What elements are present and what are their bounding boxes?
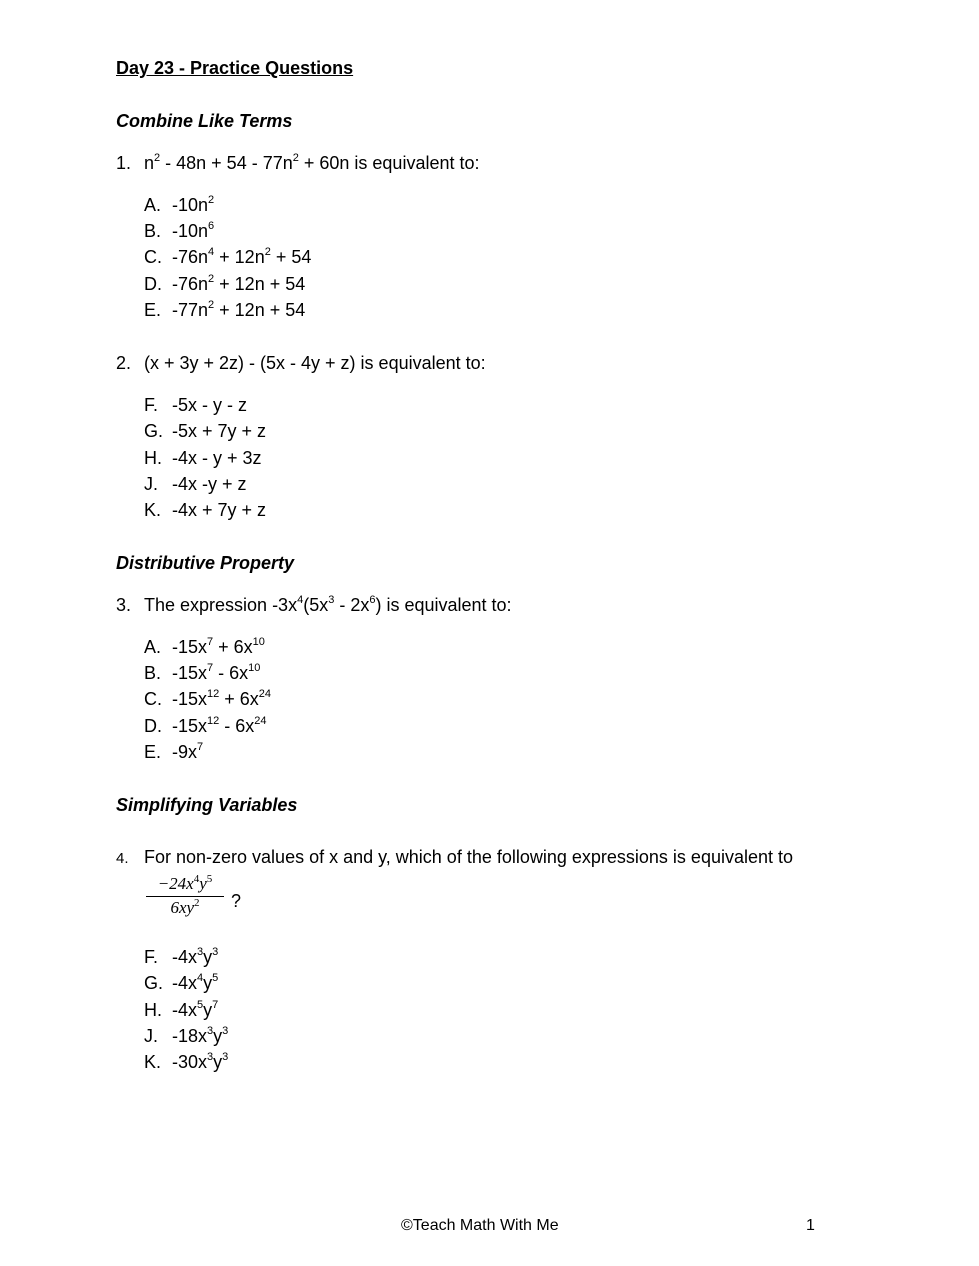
option-3e: E. $-9x^7$: [144, 741, 204, 762]
question-stem: (x + 3y + 2z) - (5x - 4y + z) is equivalent to:: [144, 353, 486, 373]
option-4h: H. $-4x^5y^7$: [144, 999, 219, 1020]
option-1e: E. $-77n^2 + 12n + 54$: [144, 299, 306, 320]
page-number: 1: [806, 1217, 815, 1234]
option-4g: G. $-4x^4y^5$: [144, 972, 219, 993]
option-3a: A. $-15x^7 + 6x^{10}$: [144, 636, 265, 657]
question-stem: $n^2 - 48n + 54 - 77n^2 + 60n$ is equivalent to:: [144, 152, 480, 173]
option-2g: G. -5x + 7y + z: [144, 421, 267, 441]
option-1b: B. $-10n^6$: [144, 220, 215, 241]
question-number: 1.: [116, 153, 132, 173]
option-4j: J. $-18x^3y^3$: [144, 1025, 229, 1046]
section-heading-simplifying-variables: Simplifying Variables: [116, 795, 298, 815]
option-2h: H. -4x - y + 3z: [144, 448, 262, 468]
section-heading-distributive-property: Distributive Property: [116, 553, 295, 573]
question-stem: The expression $-3x^4(5x^3 - 2x^6)$ is equivalent to:: [144, 594, 512, 615]
option-2f: F. -5x - y - z: [144, 395, 247, 415]
question-1: [116, 153, 479, 174]
option-3d: D. $-15x^{12} - 6x^{24}$: [144, 715, 267, 736]
option-3b: B. $-15x^7 - 6x^{10}$: [144, 662, 261, 683]
option-1a: A. $-10n^2$: [144, 194, 215, 215]
section-heading-combine-like-terms: Combine Like Terms: [116, 111, 293, 131]
question-4: [116, 847, 793, 868]
option-4k: K. $-30x^3y^3$: [144, 1051, 229, 1072]
question-mark: ?: [231, 891, 242, 911]
option-4f: F. $-4x^3y^3$: [144, 946, 219, 967]
option-1c: C. $-76n^4 + 12n^2 + 54$: [144, 246, 312, 267]
page-title: Day 23 - Practice Questions: [116, 58, 354, 78]
question-stem: For non-zero values of x and y, which of the following expressions is equivalent to: [144, 847, 794, 867]
footer-copyright: ©Teach Math With Me: [401, 1217, 559, 1234]
option-2j: J. -4x -y + z: [144, 474, 247, 494]
option-1d: D. $-76n^2 + 12n + 54$: [144, 273, 306, 294]
fraction-denominator: $6xy^2$: [170, 897, 200, 917]
fraction-numerator: $-24x^4y^5$: [146, 874, 224, 897]
question-number: 4.: [116, 850, 129, 867]
option-2k: K. -4x + 7y + z: [144, 500, 267, 520]
question-number: 3.: [116, 595, 132, 615]
question-3: [116, 595, 512, 616]
option-3c: C. $-15x^{12} + 6x^{24}$: [144, 688, 272, 709]
question-number: 2.: [116, 353, 132, 373]
question-2: [116, 353, 486, 374]
fraction-expression: [146, 874, 224, 918]
